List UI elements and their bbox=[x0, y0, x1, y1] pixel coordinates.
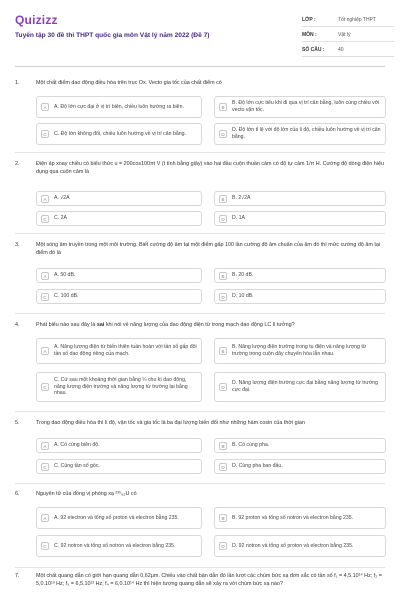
option-a[interactable] bbox=[36, 338, 202, 364]
document-title: Tuyển tập 30 đề thi THPT quốc gia môn Vật lý năm 2022 (Đề 7) bbox=[15, 32, 210, 39]
meta-table bbox=[302, 14, 394, 59]
option-letter: C bbox=[41, 463, 49, 471]
question-number: 4. bbox=[15, 322, 20, 328]
option-letter: D bbox=[219, 215, 227, 223]
question-text: Một chất điểm dao động điều hòa trên trục Ox. Vecto gia tốc của chất điểm có bbox=[36, 80, 222, 86]
option-c[interactable] bbox=[36, 123, 202, 145]
question-text: Phát biểu nào sau đây là sai khi nói về năng lượng của dao động điện từ trong mạch dao động LC lí tưởng? bbox=[36, 322, 295, 328]
meta-row-class bbox=[302, 14, 394, 27]
option-b[interactable] bbox=[214, 338, 386, 364]
question-text: Điện áp xoay chiều có biểu thức u = 200cos100πt V (t tính bằng giây) vào hai đầu cuộn thuần cảm có độ tự cảm 1/π H. Cường độ dòng điện hiệu dụng qua cuộn cảm là bbox=[36, 161, 384, 175]
option-letter: D bbox=[219, 130, 227, 138]
option-d[interactable] bbox=[214, 459, 386, 474]
option-d[interactable] bbox=[214, 535, 386, 557]
question-divider bbox=[15, 411, 385, 412]
question-number: 1. bbox=[15, 80, 20, 86]
option-letter: A bbox=[41, 103, 49, 111]
option-b[interactable] bbox=[214, 191, 386, 206]
meta-value: Tốt nghiệp THPT bbox=[338, 17, 376, 23]
emphasis-keyword: sai bbox=[96, 322, 105, 328]
option-letter: D bbox=[219, 463, 227, 471]
option-a[interactable] bbox=[36, 191, 202, 206]
option-letter: B bbox=[219, 272, 227, 280]
option-a[interactable] bbox=[36, 438, 202, 453]
option-letter: A bbox=[41, 272, 49, 280]
option-text: D. 92 notron và tổng số proton và electron bằng 235. bbox=[232, 542, 354, 549]
option-letter: A bbox=[41, 195, 49, 203]
option-text: C. 100 dB. bbox=[54, 293, 79, 300]
meta-value: Vật lý bbox=[338, 32, 351, 38]
option-b[interactable] bbox=[214, 438, 386, 453]
option-text: D. 1A bbox=[232, 215, 245, 222]
question-number: 6. bbox=[15, 491, 20, 497]
meta-row-count bbox=[302, 44, 394, 57]
option-a[interactable] bbox=[36, 96, 202, 118]
question-number: 7. bbox=[15, 573, 20, 579]
quizizz-logo: Quizizz bbox=[15, 13, 58, 27]
question-divider bbox=[15, 483, 385, 484]
question-divider bbox=[15, 152, 385, 153]
option-text: D. Độ lớn tỉ lệ với độ lớn của li độ, chiều luôn hướng về vị trí cân bằng. bbox=[232, 127, 381, 140]
option-text: A. 50 dB. bbox=[54, 272, 76, 279]
option-text: A. √2A bbox=[54, 195, 70, 202]
question-number: 5. bbox=[15, 420, 20, 426]
question-text: Một sóng âm truyền trong một môi trường. Biết cường độ âm tại một điểm gấp 100 lần cường độ âm chuẩn của âm đó thì mức cường độ âm tại điểm đó là bbox=[36, 242, 381, 256]
option-letter: B bbox=[219, 195, 227, 203]
option-b[interactable] bbox=[214, 507, 386, 529]
meta-row-subject bbox=[302, 29, 394, 42]
meta-key: LỚP : bbox=[302, 17, 316, 23]
option-text: B. Có cùng pha. bbox=[232, 442, 270, 449]
option-letter: C bbox=[41, 130, 49, 138]
option-d[interactable] bbox=[214, 372, 386, 402]
option-text: A. Độ lớn cực đại ở vị trí biên, chiều luôn hướng ra biên. bbox=[54, 103, 184, 110]
option-text: D. Cùng pha ban đầu. bbox=[232, 463, 283, 470]
option-text: C. Cứ sau một khoảng thời gian bằng ¼ chu kì dao động, năng lượng điện trường và năng lượng từ trường lại bằng nhau. bbox=[54, 377, 188, 397]
option-c[interactable] bbox=[36, 459, 202, 474]
meta-value: 40 bbox=[338, 47, 344, 53]
option-text: A. Năng lượng điện từ biến thiên tuần hoàn với tần số gấp đôi tần số dao động riêng của mạch. bbox=[54, 344, 197, 357]
option-letter: A bbox=[41, 347, 49, 355]
option-letter: A bbox=[41, 514, 49, 522]
meta-key: SỐ CÂU : bbox=[302, 47, 325, 53]
question-text: Nguyên tử của đồng vị phóng xạ ²³⁵₉₂U có bbox=[36, 491, 137, 497]
question-text: Một chất quang dẫn có giới hạn quang dẫn 0,62μm. Chiếu vào chất bán dẫn đó lần lượt các chùm bức xạ đơn sắc có tần số f₁ = 4,5.10¹⁴ Hz; f₂ = 5,0.10¹³ Hz; f₃ = 6,5.10¹³ Hz; f₄ = 6,0.10¹⁴ Hz thì hiện tượng quang dẫn sẽ xảy ra với chùm bức xạ nào? bbox=[36, 573, 383, 587]
option-letter: B bbox=[219, 347, 227, 355]
option-letter: B bbox=[219, 103, 227, 111]
option-text: D. 10 dB. bbox=[232, 293, 254, 300]
header bbox=[0, 0, 400, 62]
question-text: Trong dao động điều hòa thì li độ, vận tốc và gia tốc là ba đại lượng biến đổi như những hàm cosin của thời gian bbox=[36, 420, 305, 426]
option-text: B. Độ lớn cực tiểu khi đi qua vị trí cân bằng, luôn cùng chiều với vecto vận tốc. bbox=[232, 100, 380, 113]
option-letter: B bbox=[219, 442, 227, 450]
option-text: A. Có cùng biên độ. bbox=[54, 442, 100, 449]
option-text: C. Độ lớn không đổi, chiều luôn hướng về vị trí cân bằng. bbox=[54, 130, 186, 137]
option-c[interactable] bbox=[36, 211, 202, 226]
option-text: B. 92 proton và tổng số notron và electron bằng 235. bbox=[232, 514, 354, 521]
option-b[interactable] bbox=[214, 268, 386, 283]
option-letter: D bbox=[219, 383, 227, 391]
option-d[interactable] bbox=[214, 123, 386, 145]
option-a[interactable] bbox=[36, 268, 202, 283]
question-number: 3. bbox=[15, 242, 20, 248]
question-divider bbox=[15, 313, 385, 314]
option-letter: A bbox=[41, 442, 49, 450]
option-d[interactable] bbox=[214, 211, 386, 226]
question-divider bbox=[15, 233, 385, 234]
option-c[interactable] bbox=[36, 289, 202, 304]
option-letter: C bbox=[41, 383, 49, 391]
option-d[interactable] bbox=[214, 289, 386, 304]
option-letter: C bbox=[41, 215, 49, 223]
question-divider bbox=[15, 567, 385, 568]
option-letter: C bbox=[41, 293, 49, 301]
option-text: B. 2√2A bbox=[232, 195, 251, 202]
option-c[interactable] bbox=[36, 372, 202, 402]
option-text: C. 2A bbox=[54, 215, 67, 222]
option-text: B. Năng lượng điện trường trong tụ điện và năng lượng từ trường trong cuộn dây chuyển hóa lẫn nhau. bbox=[232, 344, 367, 357]
option-text: B. 20 dB. bbox=[232, 272, 254, 279]
option-letter: D bbox=[219, 293, 227, 301]
option-letter: D bbox=[219, 542, 227, 550]
option-text: C. 92 notron và tổng số notron và electron bằng 235. bbox=[54, 542, 176, 549]
meta-key: MÔN : bbox=[302, 32, 317, 38]
option-text: D. Năng lượng điện trường cực đại bằng năng lượng từ trường cực đại. bbox=[232, 380, 379, 393]
option-text: C. Cùng tần số góc. bbox=[54, 463, 100, 470]
option-letter: B bbox=[219, 514, 227, 522]
option-b[interactable] bbox=[214, 96, 386, 118]
option-text: A. 92 electron và tổng số proton và electron bằng 235. bbox=[54, 514, 179, 521]
option-a[interactable] bbox=[36, 507, 202, 529]
header-divider bbox=[15, 66, 385, 67]
option-letter: C bbox=[41, 542, 49, 550]
question-number: 2. bbox=[15, 161, 20, 167]
option-c[interactable] bbox=[36, 535, 202, 557]
